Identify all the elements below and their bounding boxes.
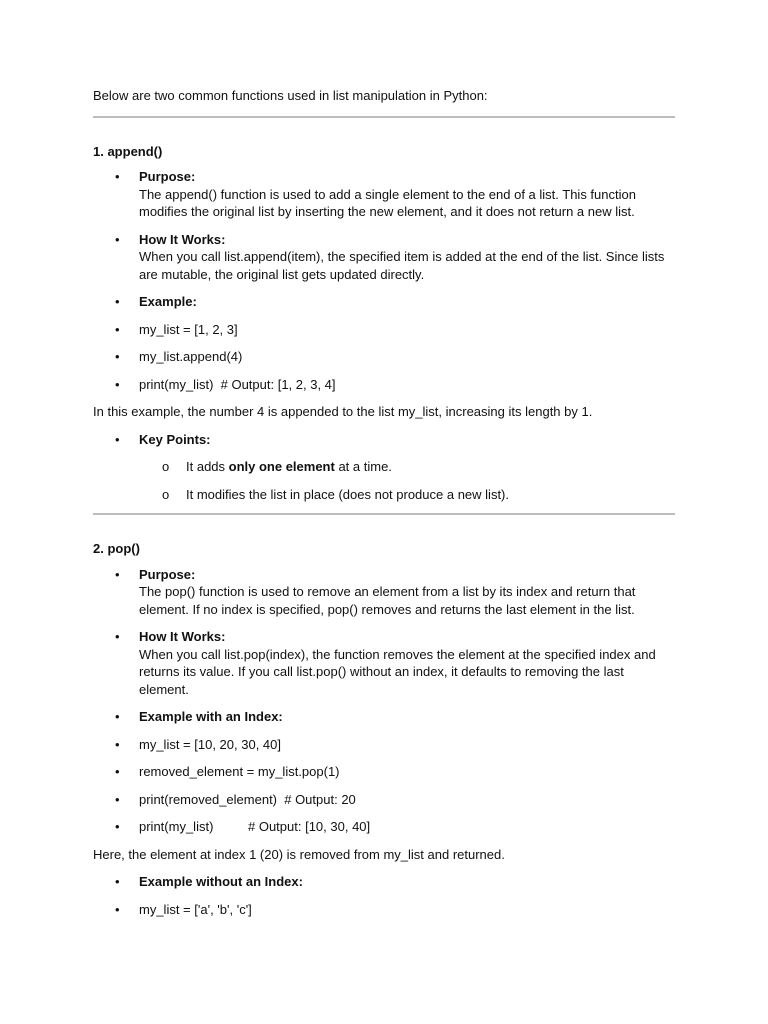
append-key-points-list xyxy=(93,431,675,449)
code-line: my_list = [10, 20, 30, 40] xyxy=(139,736,281,752)
key-point-pre: It adds xyxy=(186,459,229,474)
code-comment: # Output: [10, 30, 40] xyxy=(248,819,371,834)
how-it-works-label: How It Works: xyxy=(139,629,226,644)
bullet-marker: • xyxy=(115,736,120,752)
purpose-label: Purpose: xyxy=(139,566,196,582)
bullet-marker: • xyxy=(115,764,120,779)
bullet-marker: • xyxy=(115,169,120,184)
bullet-marker: • xyxy=(115,376,120,392)
bullet-marker: • xyxy=(115,791,120,807)
list-item xyxy=(93,348,675,366)
list-item xyxy=(93,628,675,698)
list-item xyxy=(93,708,675,726)
list-item xyxy=(93,293,675,311)
key-point-text: It modifies the list in place (does not produce a new list). xyxy=(186,486,509,502)
pop-explanation: Here, the element at index 1 (20) is removed from my_list and returned. xyxy=(93,846,505,862)
bullet-marker: • xyxy=(115,819,120,834)
document-body xyxy=(93,87,675,928)
purpose-label: Purpose: xyxy=(139,169,196,184)
pop-heading: 2. pop() xyxy=(93,541,140,556)
section-divider xyxy=(93,116,675,118)
example-label: Example: xyxy=(139,294,197,309)
purpose-text: The append() function is used to add a single element to the end of a list. This function modifies the original list by inserting the new element, and it does not return a new list. xyxy=(139,186,636,219)
list-item xyxy=(93,168,675,221)
key-point-text xyxy=(186,459,392,474)
append-explanation: In this example, the number 4 is appended to the list my_list, increasing its length by 1. xyxy=(93,404,593,419)
sub-bullet-marker: o xyxy=(162,459,170,474)
key-point-post: at a time. xyxy=(334,459,392,474)
list-item xyxy=(93,231,675,284)
bullet-marker: • xyxy=(115,629,120,644)
section-divider xyxy=(93,513,675,515)
list-item xyxy=(93,901,675,919)
bullet-marker: • xyxy=(115,321,120,337)
bullet-marker: • xyxy=(115,349,120,364)
list-item xyxy=(93,458,675,476)
code-line: my_list = [1, 2, 3] xyxy=(139,321,238,337)
list-item xyxy=(93,321,675,339)
example-index-label: Example with an Index: xyxy=(139,709,283,724)
example-noindex-label: Example without an Index: xyxy=(139,874,303,889)
list-item xyxy=(93,791,675,809)
list-item xyxy=(93,763,675,781)
bullet-marker: • xyxy=(115,709,120,724)
bullet-marker: • xyxy=(115,874,120,889)
key-points-sublist xyxy=(93,458,675,503)
list-item xyxy=(93,873,675,891)
bullet-marker: • xyxy=(115,431,120,447)
bullet-marker: • xyxy=(115,566,120,582)
list-item xyxy=(93,486,675,504)
key-points-label: Key Points: xyxy=(139,431,211,447)
code-line: removed_element = my_list.pop(1) xyxy=(139,764,340,779)
how-it-works-label: How It Works: xyxy=(139,231,226,247)
pop-example-noindex-list xyxy=(93,873,675,918)
code-line: my_list = ['a', 'b', 'c'] xyxy=(139,901,252,917)
list-item xyxy=(93,736,675,754)
how-it-works-text: When you call list.pop(index), the function removes the element at the specified index and returns its value. If you call list.pop() without an index, it defaults to removing the last element. xyxy=(139,646,656,697)
purpose-text: The pop() function is used to remove an element from a list by its index and return that element. If no index is specified, pop() removes and returns the last element in the list. xyxy=(139,584,636,617)
pop-details-list xyxy=(93,566,675,836)
key-point-emphasis: only one element xyxy=(228,459,335,474)
append-details-list xyxy=(93,168,675,393)
list-item xyxy=(93,376,675,394)
list-item xyxy=(93,566,675,619)
bullet-marker: • xyxy=(115,294,120,309)
sub-bullet-marker: o xyxy=(162,486,170,502)
list-item xyxy=(93,431,675,449)
how-it-works-text: When you call list.append(item), the specified item is added at the end of the list. Since lists are mutable, the original list gets updated directly. xyxy=(139,249,665,282)
code-line xyxy=(139,819,370,834)
code-line: print(my_list) # Output: [1, 2, 3, 4] xyxy=(139,376,336,392)
bullet-marker: • xyxy=(115,901,120,917)
list-item xyxy=(93,818,675,836)
code-statement: print(my_list) xyxy=(139,819,214,834)
code-line: print(removed_element) # Output: 20 xyxy=(139,791,356,807)
bullet-marker: • xyxy=(115,231,120,247)
append-heading: 1. append() xyxy=(93,143,163,159)
intro-paragraph: Below are two common functions used in list manipulation in Python: xyxy=(93,88,488,103)
code-line: my_list.append(4) xyxy=(139,349,243,364)
